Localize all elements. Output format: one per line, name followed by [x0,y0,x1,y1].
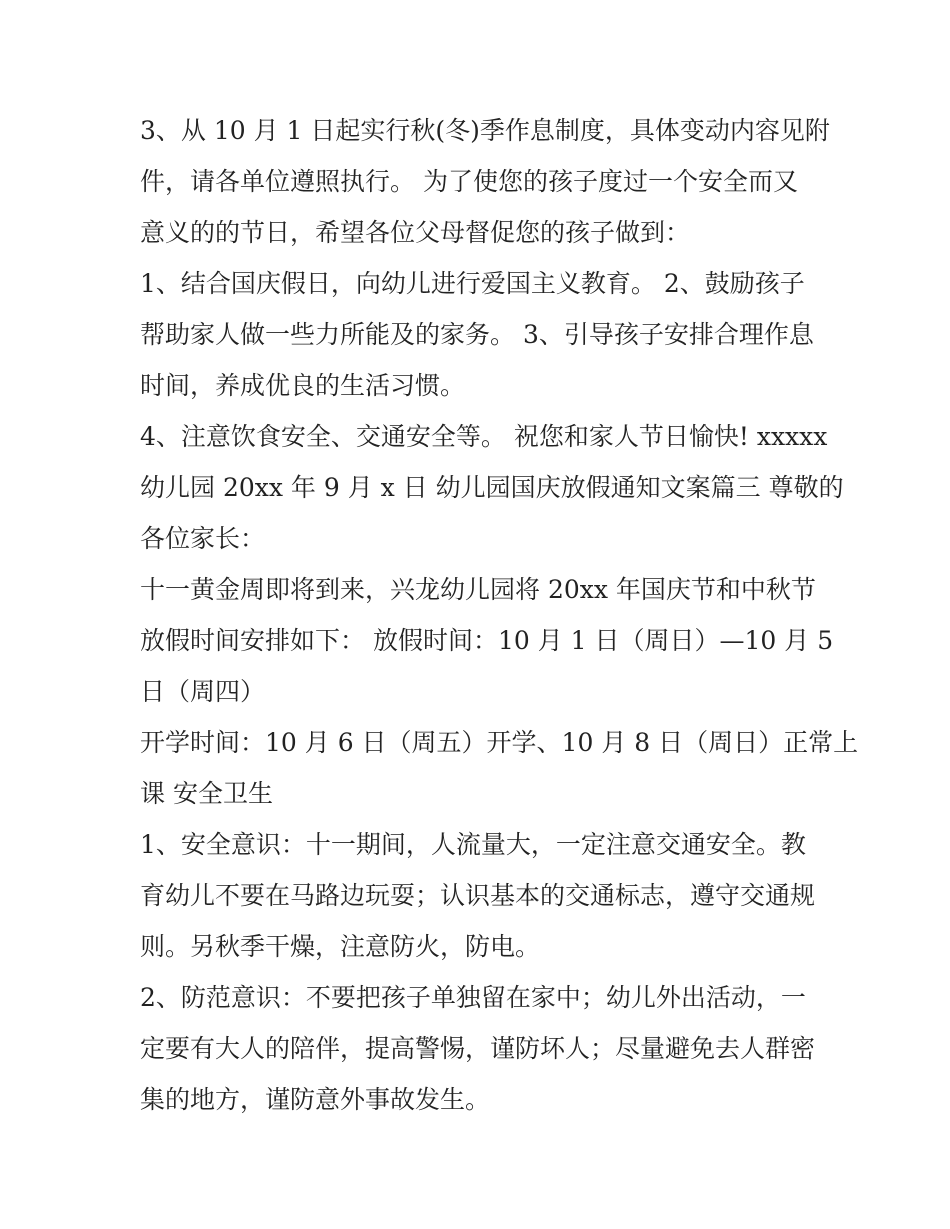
text-line-19: 定要有大人的陪伴，提高警惕，谨防坏人；尽量避免去人群密 [140,1034,816,1063]
text-line-12: 日（周四） [140,677,266,706]
text-line-3: 意义的的节日，希望各位父母督促您的孩子做到： [140,218,691,247]
text-line-2: 件，请各单位遵照执行。 为了使您的孩子度过一个安全而又 [140,167,798,196]
text-line-16: 育幼儿不要在马路边玩耍；认识基本的交通标志，遵守交通规 [140,881,816,910]
text-line-5: 帮助家人做一些力所能及的家务。 3、引导孩子安排合理作息 [140,320,814,349]
document-body [140,105,859,1125]
text-line-4: 1、结合国庆假日，向幼儿进行爱国主义教育。 2、鼓励孩子 [140,269,805,298]
text-line-8: 幼儿园 20xx 年 9 月 x 日 幼儿园国庆放假通知文案篇三 尊敬的 [140,473,844,502]
text-line-9: 各位家长： [140,524,266,553]
text-line-1: 3、从 10 月 1 日起实行秋(冬)季作息制度，具体变动内容见附 [140,116,830,145]
text-line-18: 2、防范意识：不要把孩子单独留在家中；幼儿外出活动，一 [140,983,806,1012]
text-line-15: 1、安全意识：十一期间，人流量大，一定注意交通安全。教 [140,830,806,859]
text-line-7: 4、注意饮食安全、交通安全等。 祝您和家人节日愉快! xxxxx [140,422,828,451]
text-line-10: 十一黄金周即将到来，兴龙幼儿园将 20xx 年国庆节和中秋节 [140,575,816,604]
text-line-11: 放假时间安排如下： 放假时间：10 月 1 日（周日）—10 月 5 [140,626,834,655]
text-line-13: 开学时间：10 月 6 日（周五）开学、10 月 8 日（周日）正常上 [140,728,859,757]
text-line-6: 时间，养成优良的生活习惯。 [140,371,466,400]
text-line-20: 集的地方，谨防意外事故发生。 [140,1085,491,1114]
text-line-17: 则。另秋季干燥，注意防火，防电。 [140,932,541,961]
text-line-14: 课 安全卫生 [140,779,273,808]
